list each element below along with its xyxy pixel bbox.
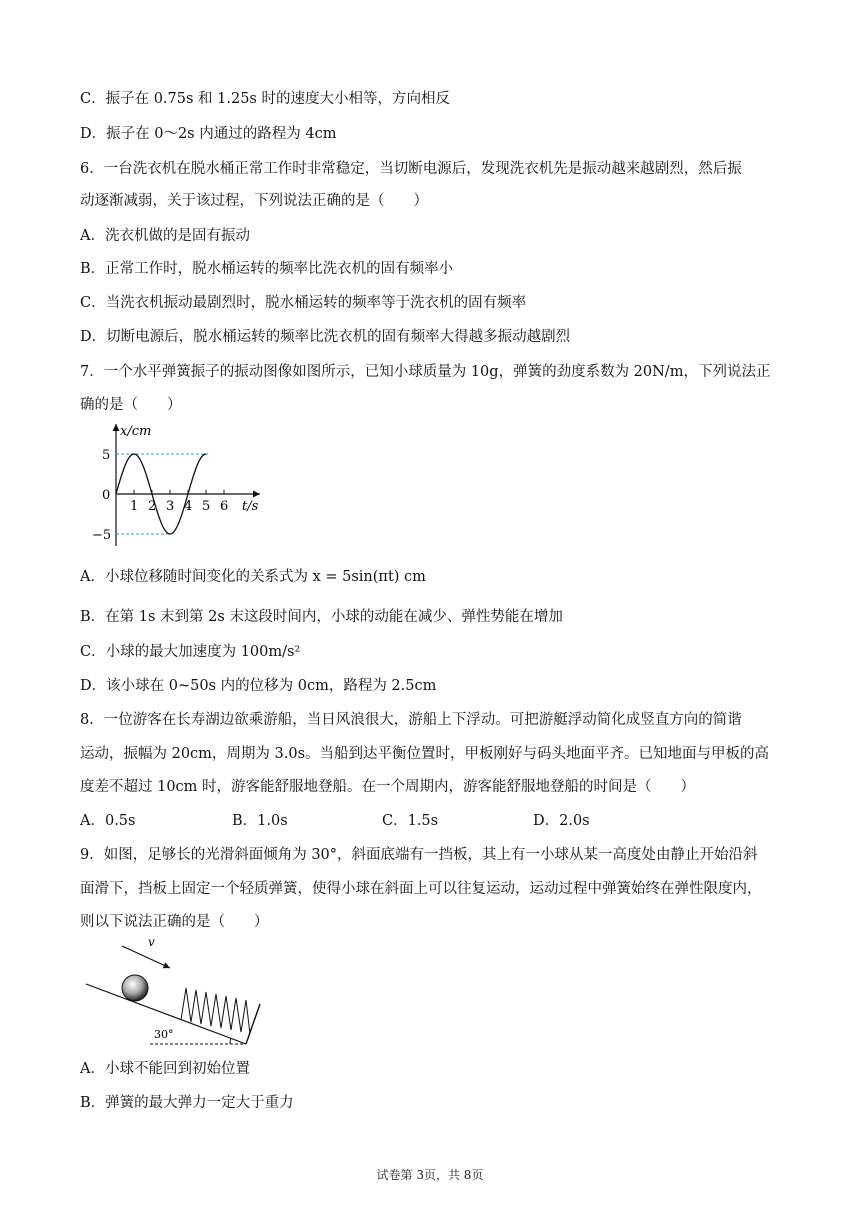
spring: [181, 988, 250, 1034]
page-footer: 试卷第 3页，共 8页: [376, 1168, 484, 1182]
y-tick-5: 5: [102, 448, 111, 463]
ball: [122, 975, 148, 1001]
q6-option-a: A．洗衣机做的是固有振动: [80, 228, 250, 244]
q8-stem-line1: 8．一位游客在长寿湖边欲乘游船，当日风浪很大，游船上下浮动。可把游艇浮动简化成竖直方向的简谐: [80, 712, 742, 728]
q8-option-a: A．0.5s: [80, 813, 136, 829]
q7-stem-line2: 确的是（ ）: [80, 397, 182, 413]
q9-option-b: B．弹簧的最大弹力一定大于重力: [80, 1095, 294, 1111]
q9-stem-line3: 则以下说法正确的是（ ）: [80, 914, 269, 930]
y-axis-label: x/cm: [120, 424, 152, 439]
q7-option-d: D．该小球在 0~50s 内的位移为 0cm，路程为 2.5cm: [80, 678, 437, 694]
q8-stem-line2: 运动，振幅为 20cm，周期为 3.0s。当船到达平衡位置时，甲板刚好与码头地面平齐。已知地面与甲板的高: [80, 746, 770, 762]
q6-stem-line2: 动逐渐减弱，关于该过程，下列说法正确的是（ ）: [80, 193, 428, 209]
q8-option-d: D．2.0s: [533, 813, 590, 829]
q6-option-d: D．切断电源后，脱水桶运转的频率比洗衣机的固有频率大得越多振动越剧烈: [80, 329, 571, 345]
y-tick-neg5: −5: [92, 528, 112, 543]
q9-option-a: A．小球不能回到初始位置: [80, 1061, 250, 1077]
x-tick-4: 4: [184, 499, 193, 514]
q7-option-b: B．在第 1s 末到第 2s 末这段时间内，小球的动能在减少、弹性势能在增加: [80, 609, 563, 625]
angle-label: 30°: [154, 1028, 174, 1041]
q6-stem-line1: 6．一台洗衣机在脱水桶正常工作时非常稳定，当切断电源后，发现洗衣机先是振动越来越剧烈，然后振: [80, 161, 742, 177]
stopper-board: [246, 1004, 260, 1044]
q7-option-a: A．小球位移随时间变化的关系式为 x = 5sin(πt) cm: [80, 569, 426, 585]
q6-option-b: B．正常工作时，脱水桶运转的频率比洗衣机的固有频率小: [80, 261, 454, 277]
x-tick-6: 6: [220, 499, 229, 514]
q6-option-c: C．当洗衣机振动最剧烈时，脱水桶运转的频率等于洗衣机的固有频率: [80, 295, 527, 311]
angle-arc: [230, 1038, 231, 1044]
q8-option-c: C．1.5s: [382, 813, 439, 829]
q9-stem-line2: 面滑下，挡板上固定一个轻质弹簧，使得小球在斜面上可以往复运动，运动过程中弹簧始终在弹性限度内，: [80, 881, 762, 897]
incline-spring-diagram: [80, 934, 280, 1049]
q7-option-c: C．小球的最大加速度为 100m/s²: [80, 644, 301, 660]
velocity-arrow: [122, 946, 170, 968]
x-tick-2: 2: [148, 499, 157, 514]
x-tick-1: 1: [130, 499, 139, 514]
q8-stem-line3: 度差不超过 10cm 时，游客能舒服地登船。在一个周期内，游客能舒服地登船的时间是（ ）: [80, 779, 696, 795]
displacement-time-graph: [80, 418, 280, 553]
q5-option-d: D．振子在 0～2s 内通过的路程为 4cm: [80, 126, 337, 142]
x-tick-5: 5: [202, 499, 211, 514]
velocity-label: v: [148, 935, 155, 949]
q7-stem-line1: 7．一个水平弹簧振子的振动图像如图所示，已知小球质量为 10g，弹簧的劲度系数为 20N/m，下列说法正: [80, 364, 771, 380]
x-tick-3: 3: [166, 499, 175, 514]
q8-option-b: B．1.0s: [232, 813, 288, 829]
q5-option-c: C．振子在 0.75s 和 1.25s 时的速度大小相等，方向相反: [80, 91, 450, 107]
q9-stem-line1: 9．如图，足够长的光滑斜面倾角为 30°，斜面底端有一挡板，其上有一小球从某一高度处由静止开始沿斜: [80, 847, 758, 863]
y-tick-0: 0: [102, 488, 111, 503]
x-axis-label: t/s: [242, 499, 259, 514]
